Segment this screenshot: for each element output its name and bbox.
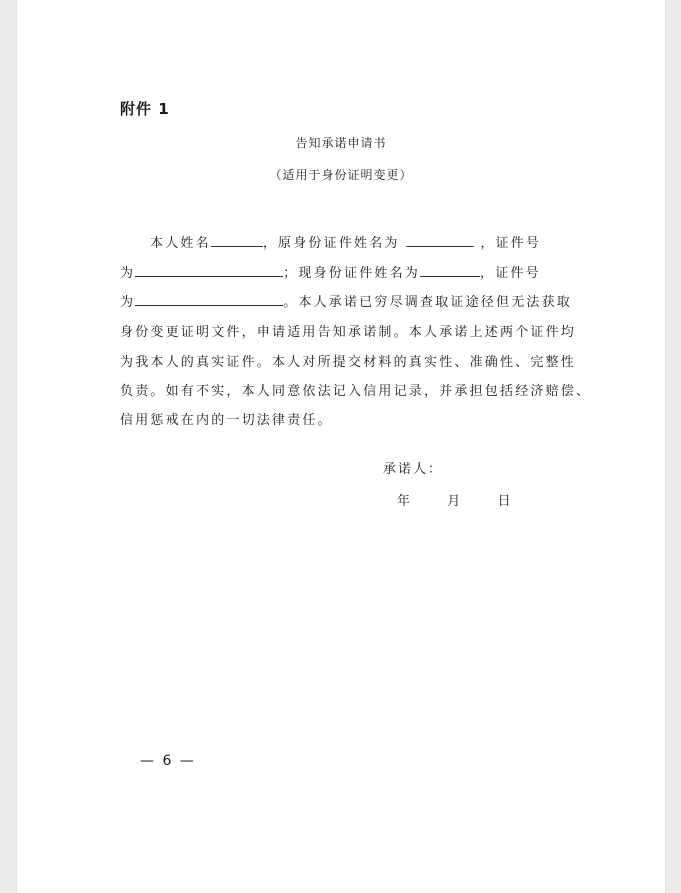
body-text: ，原身份证件姓名为: [262, 236, 400, 251]
attachment-label: 附件 1: [120, 100, 170, 118]
body-text: ；现身份证件姓名为: [283, 266, 421, 281]
original-id-number-blank: [135, 263, 283, 277]
page-number: — 6 —: [140, 753, 196, 769]
date-line: [397, 490, 512, 509]
body-line-1: [150, 232, 541, 251]
body-text: ，证件号: [480, 266, 541, 281]
body-line-2: [120, 262, 541, 281]
original-name-blank: [406, 233, 474, 247]
body-text: 本人姓名: [150, 236, 211, 251]
body-text: 为: [120, 266, 136, 281]
body-line-3: [120, 291, 572, 310]
document-title: 告知承诺申请书: [295, 136, 387, 150]
body-text: 为: [120, 295, 136, 310]
signer-label: 承诺人：: [383, 462, 444, 477]
month-label: 月: [447, 494, 462, 509]
body-line-4: 身份变更证明文件，申请适用告知承诺制。本人承诺上述两个证件均: [120, 325, 577, 340]
document-page: [17, 0, 665, 893]
body-line-5: 为我本人的真实证件。本人对所提交材料的真实性、准确性、完整性: [120, 355, 577, 370]
body-line-6: 负责。如有不实，本人同意依法记入信用记录，并承担包括经济赔偿、: [120, 384, 592, 399]
new-id-number-blank: [135, 292, 283, 306]
body-line-7: 信用惩戒在内的一切法律责任。: [120, 413, 333, 428]
body-text: ，证件号: [480, 236, 542, 251]
year-label: 年: [397, 494, 412, 509]
current-name-blank: [211, 233, 263, 247]
document-subtitle: （适用于身份证明变更）: [269, 168, 413, 182]
new-name-blank: [420, 263, 480, 277]
day-label: 日: [497, 494, 512, 509]
body-text: 。本人承诺已穷尽调查取证途径但无法获取: [283, 295, 573, 310]
